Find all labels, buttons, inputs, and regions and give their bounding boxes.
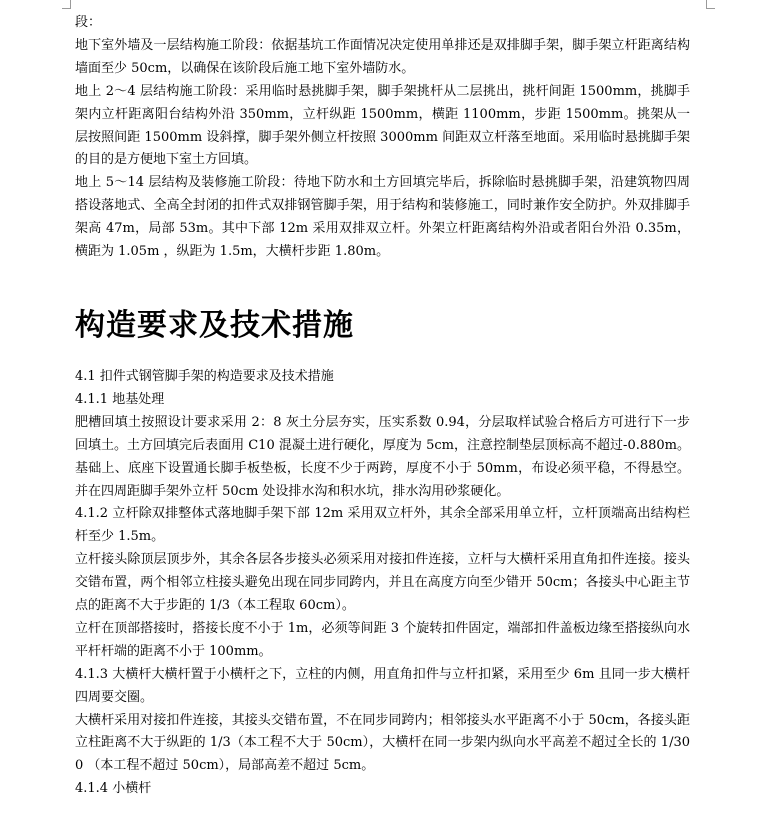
subsection-title: 4.1.1 地基处理 <box>75 391 165 407</box>
paragraph: 立杆接头除顶层顶步外，其余各层各步接头必须采用对接扣件连接，立杆与大横杆采用直角扣件连接。接头交错布置，两个相邻立柱接头避免出现在同步同跨内，并且在高度方向至少错开 50cm；各接头中心距主节点的距离不大于步距的 1/3（本工程取 60cm）。 <box>75 552 690 614</box>
page-corner-mark-right <box>706 0 715 9</box>
paragraph: 大横杆采用对接扣件连接，其接头交错布置，不在同步同跨内；相邻接头水平距离不小于 50cm，各接头距立柱距离不大于纵距的 1/3（本工程不大于 50cm），大横杆在同一步架内纵向水平高差不超过全长的 1/300 （本工程不超过 50cm），局部高差不超过 5cm。 <box>75 712 690 774</box>
paragraph: 4.1.3 大横杆大横杆置于小横杆之下，立柱的内侧，用直角扣件与立杆扣紧，采用至少 6m 且同一步大横杆四周要交圈。 <box>75 666 690 705</box>
paragraph: 地下室外墙及一层结构施工阶段：依据基坑工作面情况决定使用单排还是双排脚手架，脚手架立杆距离结构墙面至少 50cm，以确保在该阶段后施工地下室外墙防水。 <box>75 37 690 76</box>
paragraph: 4.1.2 立杆除双排整体式落地脚手架下部 12m 采用双立杆外，其余全部采用单立杆，立杆顶端高出结构栏杆至少 1.5m。 <box>75 506 690 545</box>
paragraph: 肥槽回填土按照设计要求采用 2：8 灰土分层夯实，压实系数 0.94，分层取样试验合格后方可进行下一步回填土。土方回填完后表面用 C10 混凝土进行硬化，厚度为 5cm，注意控制垫层顶标高不超过-0.880m。基础上、底座下设置通长脚手板垫板，长度不少于两跨，厚度不小于 50mm，布设必须平稳，不得悬空。并在四周距脚手架外立杆 50cm 处设排水沟和积水坑，排水沟用砂浆硬化。 <box>75 414 690 499</box>
page-corner-mark-left <box>62 0 71 9</box>
paragraph: 段： <box>75 15 102 30</box>
paragraph: 立杆在顶部搭接时，搭接长度不小于 1m，必须等间距 3 个旋转扣件固定，端部扣件盖板边缘至搭接纵向水平杆杆端的距离不小于 100mm。 <box>75 620 690 659</box>
subsection-title: 4.1.4 小横杆 <box>75 781 152 797</box>
paragraph: 地上 5～14 层结构及装修施工阶段：待地下防水和土方回填完毕后，拆除临时悬挑脚手架，沿建筑物四周搭设落地式、全高全封闭的扣件式双排钢管脚手架，用于结构和装修施工，同时兼作安全防护。外双排脚手架高 47m，局部 53m。其中下部 12m 采用双排双立杆。外架立杆距离结构外沿或者阳台外沿 0.35m，横距为 1.05m ，纵距为 1.5m，大横杆步距 1.80m。 <box>75 175 690 260</box>
section-heading: 构造要求及技术措施 <box>75 307 354 343</box>
paragraph: 地上 2～4 层结构施工阶段：采用临时悬挑脚手架，脚手架挑杆从二层挑出，挑杆间距 1500mm，挑脚手架内立杆距离阳台结构外沿 350mm，立杆纵距 1500mm，横距 1100mm，步距 1500mm。挑架从一层按照间距 1500mm 设斜撑，脚手架外侧立杆按照 3000mm 间距双立杆落至地面。采用临时悬挑脚手架的目的是方便地下室土方回填。 <box>75 83 690 168</box>
document-body <box>75 12 690 801</box>
subsection-title: 4.1 扣件式钢管脚手架的构造要求及技术措施 <box>75 368 334 384</box>
